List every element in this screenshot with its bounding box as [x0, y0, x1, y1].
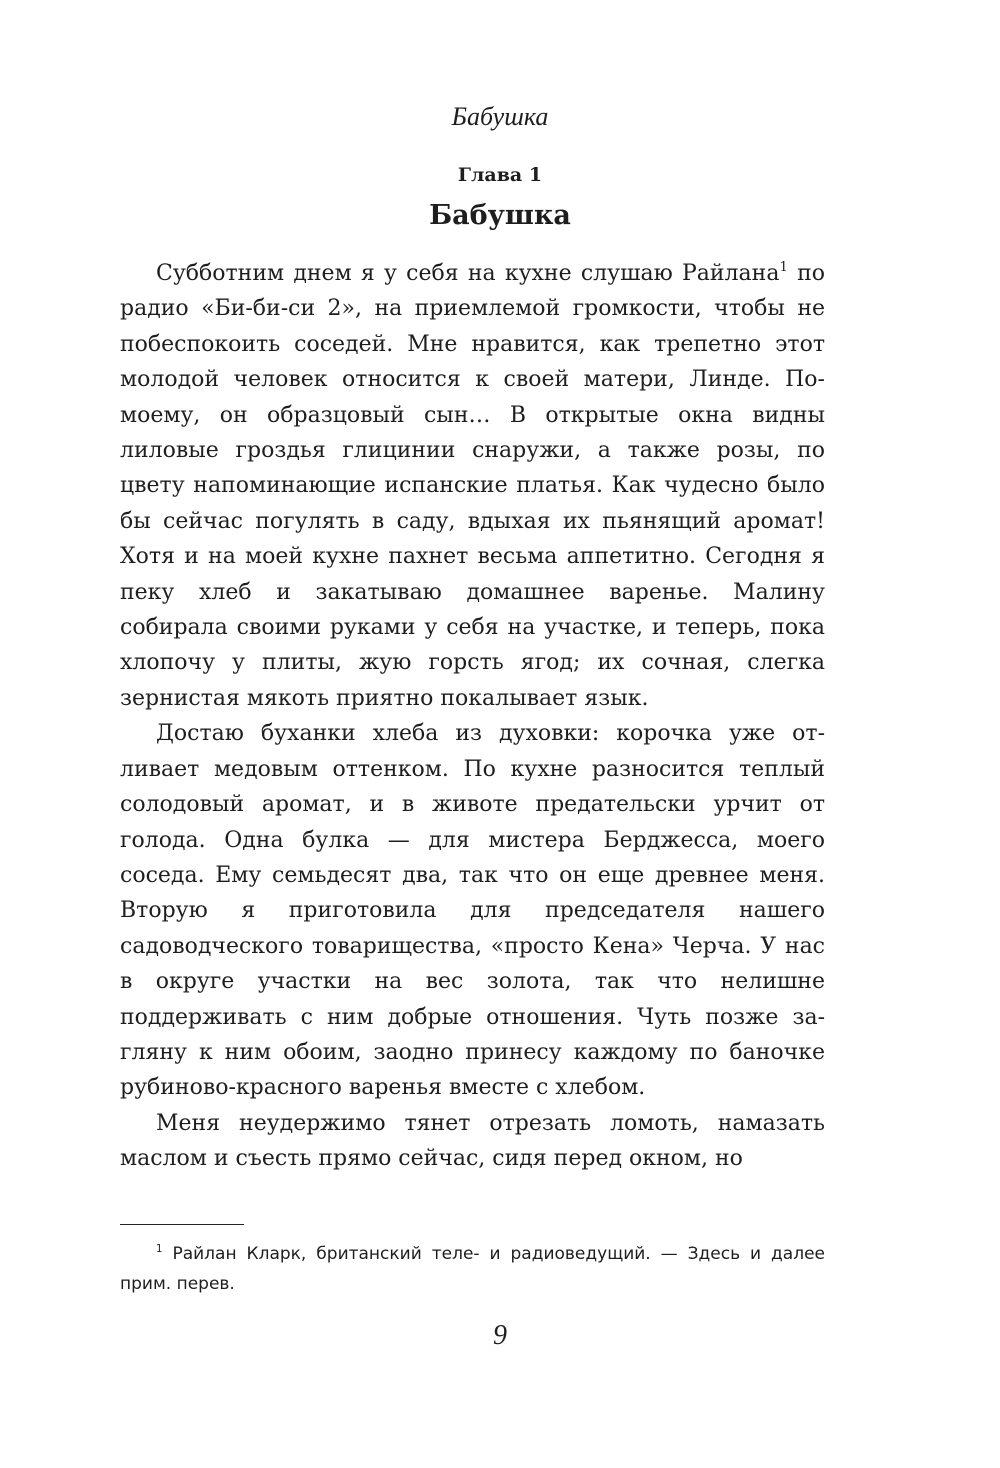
paragraph-text: по радио «Би-би-си 2», на приемлемой громкости, чтобы не побеспокоить соседей. Мне нравится, как трепетно этот молодой человек относится к своей матери, Линде. По-моему, он образцовый сын… В открытые окна видны лиловые гроздья глицинии снаружи, а также розы, по цвету напоминающие испанские платья. Как чудесно было бы сейчас погулять в саду, вдыхая их пьянящий аромат! Хотя и на моей кухне пахнет весьма аппетитно. Сегодня я пеку хлеб и закатываю домашнее варенье. Малину собирала своими руками у себя на участке, и теперь, пока хлопочу у плиты, жую горсть ягод; их сочная, слегка зернистая мякоть приятно покалывает язык.	[120, 261, 825, 711]
paragraph: Достаю буханки хлеба из духовки: корочка уже отливает медовым оттенком. По кухне разносится теплый солодовый аромат, и в животе предательски урчит от голода. Одна булка — для мистера Берджесса, моего соседа. Ему семьдесят два, так что он еще древнее меня. Вторую я приготовила для председателя нашего садоводческого товарищества, «просто Кена» Черча. У нас в округе участки на вес золота, так что нелишне поддерживать с ним добрые отношения. Чуть позже загляну к ним обоим, заодно принесу каждому по баночке рубиново-красного варенья вместе с хлебом.	[120, 721, 825, 1101]
footnote-separator	[120, 1224, 244, 1225]
chapter-label: Глава 1	[457, 164, 543, 186]
paragraph	[120, 256, 825, 716]
paragraph: Меня неудержимо тянет отрезать ломоть, намазать маслом и съесть прямо сейчас, сидя перед окном, но	[120, 1110, 825, 1172]
footnote-reference: 1	[779, 259, 788, 275]
footnote-text: Райлан Кларк, британский теле- и радиоведущий. — Здесь и далее прим. перев.	[120, 1244, 826, 1294]
footnote-marker: 1	[156, 1243, 163, 1255]
body-text	[120, 256, 825, 1177]
paragraph-text: Субботним днем я у себя на кухне слушаю Райлана	[156, 261, 780, 286]
running-head: Бабушка	[451, 102, 549, 131]
page-number: 9	[493, 1320, 507, 1351]
chapter-title: Бабушка	[429, 200, 571, 231]
footnote	[120, 1239, 825, 1299]
